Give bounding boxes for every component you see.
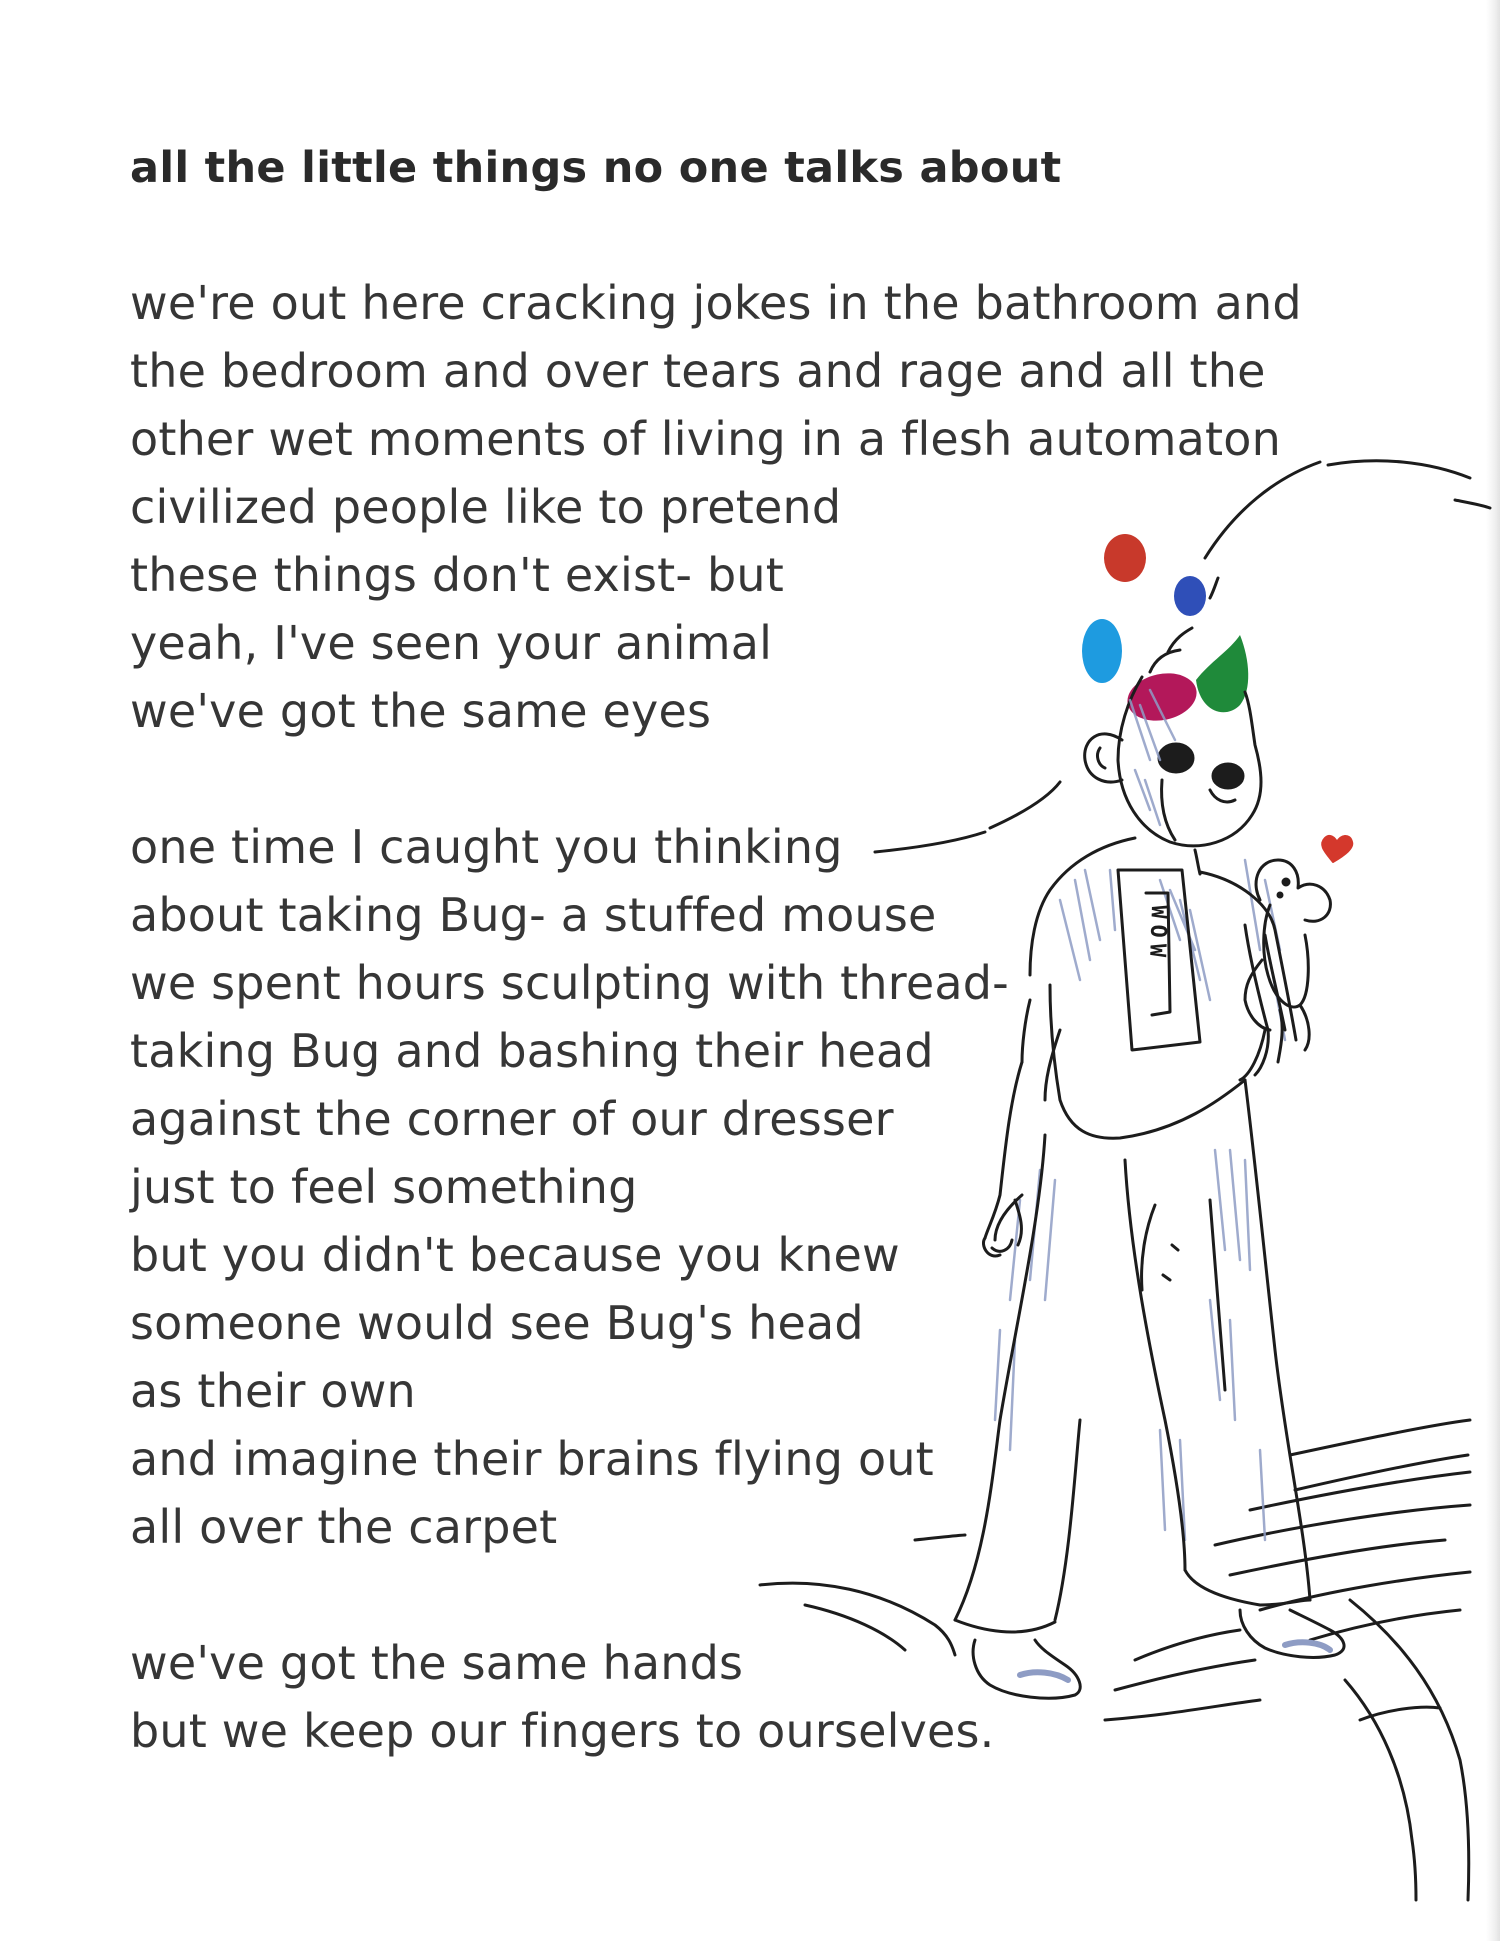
poem-line: the bedroom and over tears and rage and all the bbox=[130, 344, 1266, 398]
stanza-1 bbox=[130, 269, 1330, 745]
poem-line: civilized people like to pretend bbox=[130, 480, 842, 534]
poem-line: other wet moments of living in a flesh automaton bbox=[130, 412, 1281, 466]
poem-line: as their own bbox=[130, 1364, 416, 1418]
poem-line: someone would see Bug's head bbox=[130, 1296, 864, 1350]
poem-body bbox=[130, 269, 1330, 1765]
poem-line: we've got the same hands bbox=[130, 1636, 744, 1690]
paper-edge bbox=[1486, 0, 1500, 1941]
poem-line: all over the carpet bbox=[130, 1500, 558, 1554]
poem-line: and imagine their brains flying out bbox=[130, 1432, 934, 1486]
poem-title: all the little things no one talks about bbox=[130, 143, 1062, 193]
poem-line: against the corner of our dresser bbox=[130, 1092, 894, 1146]
poem-line: but you didn't because you knew bbox=[130, 1228, 900, 1282]
poem-line: yeah, I've seen your animal bbox=[130, 616, 773, 670]
poem-line: just to feel something bbox=[130, 1160, 638, 1214]
stanza-3 bbox=[130, 1629, 1330, 1765]
poem-line: we've got the same eyes bbox=[130, 684, 712, 738]
stanza-2 bbox=[130, 813, 1330, 1561]
poem-line: but we keep our fingers to ourselves. bbox=[130, 1704, 995, 1758]
poem-line: we spent hours sculpting with thread- bbox=[130, 956, 1009, 1010]
poem-line: about taking Bug- a stuffed mouse bbox=[130, 888, 937, 942]
poem-line: we're out here cracking jokes in the bathroom and bbox=[130, 276, 1302, 330]
poem-line: taking Bug and bashing their head bbox=[130, 1024, 934, 1078]
poem-line: one time I caught you thinking bbox=[130, 820, 843, 874]
poem-line: these things don't exist- but bbox=[130, 548, 785, 602]
shirt-lettering: WOW bbox=[1143, 904, 1171, 964]
